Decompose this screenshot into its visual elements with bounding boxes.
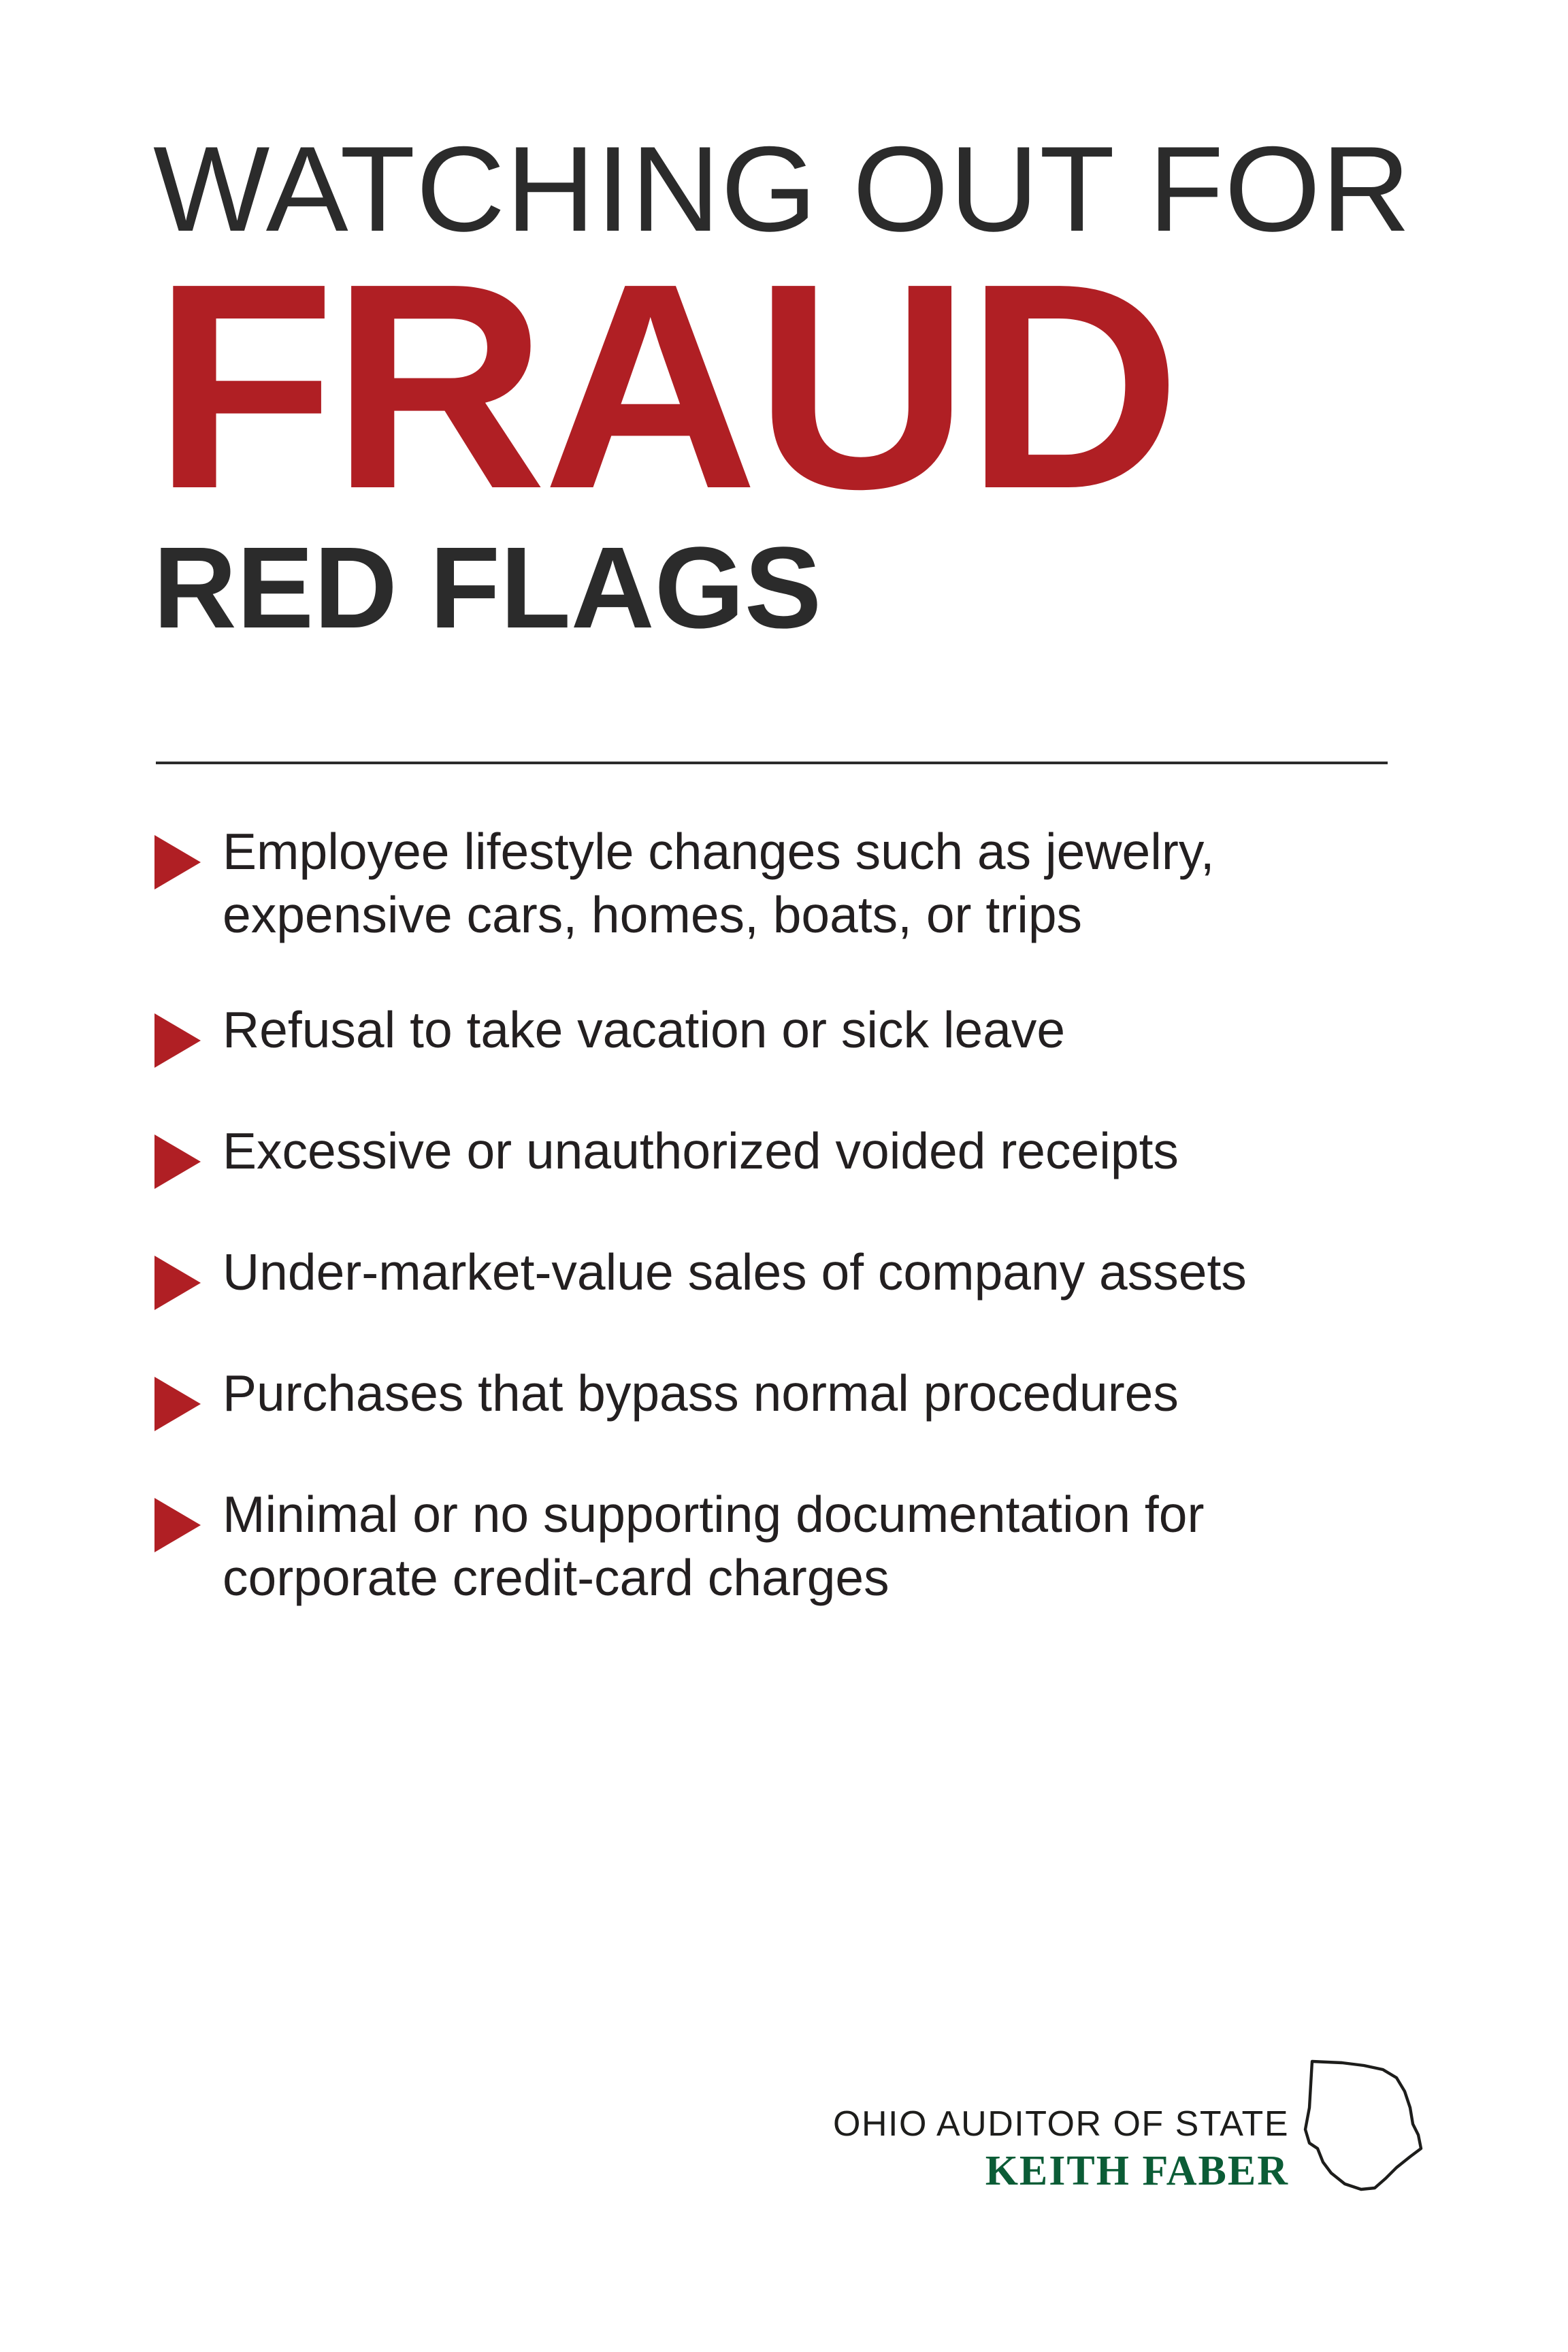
headline-main: FRAUD: [153, 223, 1177, 550]
list-item: [154, 1483, 1415, 1610]
logo-text: [833, 2104, 1289, 2201]
list-item-label: Excessive or unauthorized voided receipts: [223, 1122, 1179, 1179]
triangle-bullet-icon: [154, 1256, 201, 1310]
list-item: [154, 1362, 1415, 1431]
list-item: [154, 1120, 1415, 1189]
list-item: [154, 998, 1415, 1068]
title-divider: [156, 762, 1388, 764]
red-flags-list: [154, 820, 1415, 1610]
logo-name-line: KEITH FABER: [985, 2148, 1289, 2194]
title-block: [153, 0, 1415, 653]
logo-office-line: OHIO AUDITOR OF STATE: [833, 2104, 1289, 2144]
triangle-bullet-icon: [154, 1498, 201, 1552]
list-item-label: Under-market-value sales of company assets: [223, 1243, 1247, 1301]
triangle-bullet-icon: [154, 1377, 201, 1431]
list-item-label: Purchases that bypass normal procedures: [223, 1364, 1179, 1422]
list-item-label: Refusal to take vacation or sick leave: [223, 1000, 1066, 1058]
list-item: [154, 820, 1415, 947]
ohio-outline-icon: [1296, 2053, 1432, 2200]
triangle-bullet-icon: [154, 835, 201, 889]
list-item: [154, 1241, 1415, 1310]
headline-top: WATCHING OUT FOR: [153, 121, 1411, 257]
triangle-bullet-icon: [154, 1134, 201, 1189]
auditor-of-state-logo: [833, 2053, 1432, 2201]
list-item-label: Minimal or no supporting documentation for corporate credit-card charges: [223, 1485, 1205, 1606]
triangle-bullet-icon: [154, 1013, 201, 1068]
list-item-label: Employee lifestyle changes such as jewelry, expensive cars, homes, boats, or trips: [223, 822, 1215, 943]
headline-subtitle: RED FLAGS: [153, 523, 822, 653]
